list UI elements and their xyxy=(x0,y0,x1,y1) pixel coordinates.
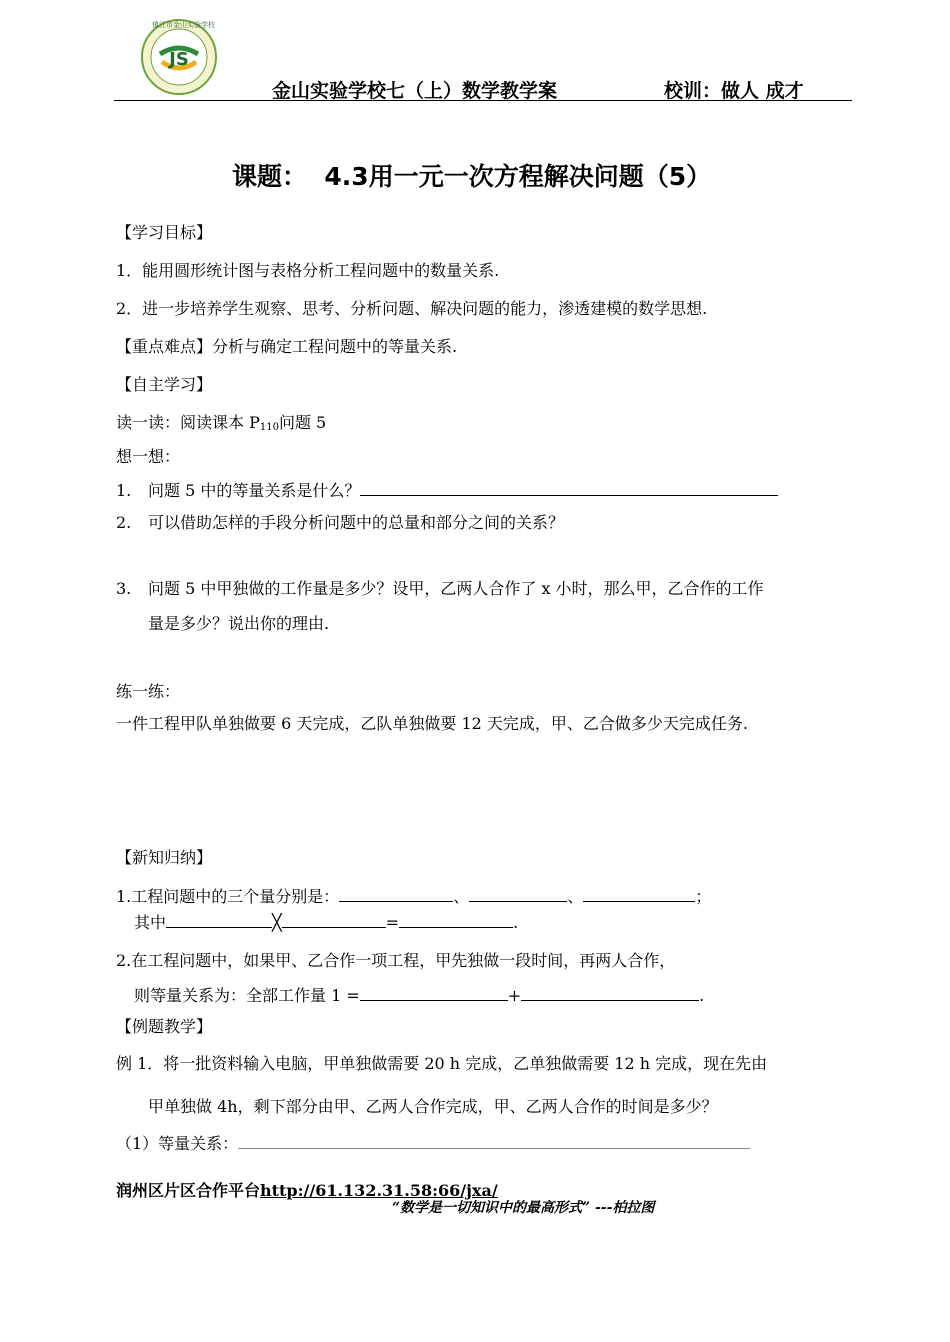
summary-heading: 【新知归纳】 xyxy=(116,848,213,867)
example-line-2: 甲单独做 4h，剩下部分由甲、乙两人合作完成，甲、乙两人合作的时间是多少？ xyxy=(148,1097,718,1116)
key-points-heading: 【重点难点】 xyxy=(116,337,213,356)
quantity-blank-3[interactable] xyxy=(583,887,695,902)
question-1-text: 问题 5 中的等量关系是什么？ xyxy=(148,481,361,500)
school-motto: 校训：做人 成才 xyxy=(664,80,804,102)
question-3-line-2: 量是多少？说出你的理由. xyxy=(148,614,330,633)
school-title: 金山实验学校七（上）数学教学案 xyxy=(272,80,558,102)
subquestion-1-blank[interactable] xyxy=(238,1134,750,1149)
logo-letters: JS xyxy=(169,49,189,70)
separator-2: 、 xyxy=(567,887,584,906)
relation-blank-2[interactable] xyxy=(521,986,699,1001)
footer-quote: “数学是一切知识中的最高形式” ---柏拉图 xyxy=(392,1200,655,1216)
header-rule xyxy=(114,100,852,101)
key-points-text: 分析与确定工程问题中的等量关系. xyxy=(212,337,458,356)
summary-item-1-end: ； xyxy=(695,887,712,906)
summary-item-1-prefix: 1.工程问题中的三个量分别是： xyxy=(116,887,340,906)
summary-item-1 xyxy=(116,884,711,907)
read-prefix: 读一读：阅读课本 P xyxy=(116,413,260,432)
relation-prefix: 则等量关系为：全部工作量 1 = xyxy=(134,986,360,1005)
practice-text: 一件工程甲队单独做要 6 天完成，乙队单独做要 12 天完成，甲、乙合做多少天完成任务. xyxy=(116,714,748,733)
times-sign: ╳ xyxy=(272,913,282,932)
summary-item-2-line-2 xyxy=(134,983,704,1006)
key-points xyxy=(116,334,457,357)
self-study-heading: 【自主学习】 xyxy=(116,375,213,394)
read-line xyxy=(116,410,326,433)
think-label: 想一想： xyxy=(116,447,181,466)
plus-sign: + xyxy=(507,986,522,1005)
page-title: 课题： 4.3用一元一次方程解决问题（5） xyxy=(232,162,712,191)
question-1-answer-blank[interactable] xyxy=(360,481,778,496)
separator-1: 、 xyxy=(453,887,470,906)
question-3-line-1: 问题 5 中甲独做的工作量是多少？设甲，乙两人合作了 x 小时，那么甲，乙合作的工作 xyxy=(148,579,764,598)
formula-blank-2[interactable] xyxy=(282,913,386,928)
formula-prefix: 其中 xyxy=(134,913,167,932)
example-line-1: 例 1．将一批资料输入电脑，甲单独做需要 20 h 完成，乙单独做需要 12 h 完成，现在先由 xyxy=(116,1054,768,1073)
platform-url[interactable]: http://61.132.31.58:66/jxa/ xyxy=(260,1181,498,1200)
summary-item-2-line-1: 2.在工程问题中，如果甲、乙合作一项工程，甲先独做一段时间，再两人合作， xyxy=(116,951,676,970)
example-subquestion-1 xyxy=(116,1131,750,1154)
read-page-sub: 110 xyxy=(259,422,279,433)
relation-blank-1[interactable] xyxy=(360,986,508,1001)
formula-blank-1[interactable] xyxy=(166,913,272,928)
practice-label: 练一练： xyxy=(116,682,181,701)
quantity-blank-1[interactable] xyxy=(339,887,453,902)
read-suffix: 问题 5 xyxy=(278,413,327,432)
quantity-blank-2[interactable] xyxy=(469,887,567,902)
example-heading: 【例题教学】 xyxy=(116,1017,213,1036)
question-3 xyxy=(116,576,764,599)
objectives-heading: 【学习目标】 xyxy=(116,223,213,242)
question-3-number: 3. xyxy=(116,579,132,598)
objective-1: 1．能用圆形统计图与表格分析工程问题中的数量关系. xyxy=(116,261,500,280)
formula-blank-3[interactable] xyxy=(399,913,513,928)
question-2 xyxy=(116,510,564,533)
relation-period: . xyxy=(699,986,705,1005)
subquestion-1-label: （1）等量关系： xyxy=(116,1134,239,1153)
question-1 xyxy=(116,478,778,501)
question-2-text: 可以借助怎样的手段分析问题中的总量和部分之间的关系？ xyxy=(148,513,565,532)
logo-text: 镇江市金山实验学校 xyxy=(152,21,215,29)
equals-sign: = xyxy=(385,913,400,932)
platform-label: 润州区片区合作平台 xyxy=(116,1181,261,1200)
question-2-number: 2. xyxy=(116,513,132,532)
formula-period: . xyxy=(513,913,519,932)
question-1-number: 1. xyxy=(116,481,132,500)
summary-item-1-formula xyxy=(134,910,518,933)
objective-2: 2．进一步培养学生观察、思考、分析问题、解决问题的能力，渗透建模的数学思想. xyxy=(116,299,708,318)
